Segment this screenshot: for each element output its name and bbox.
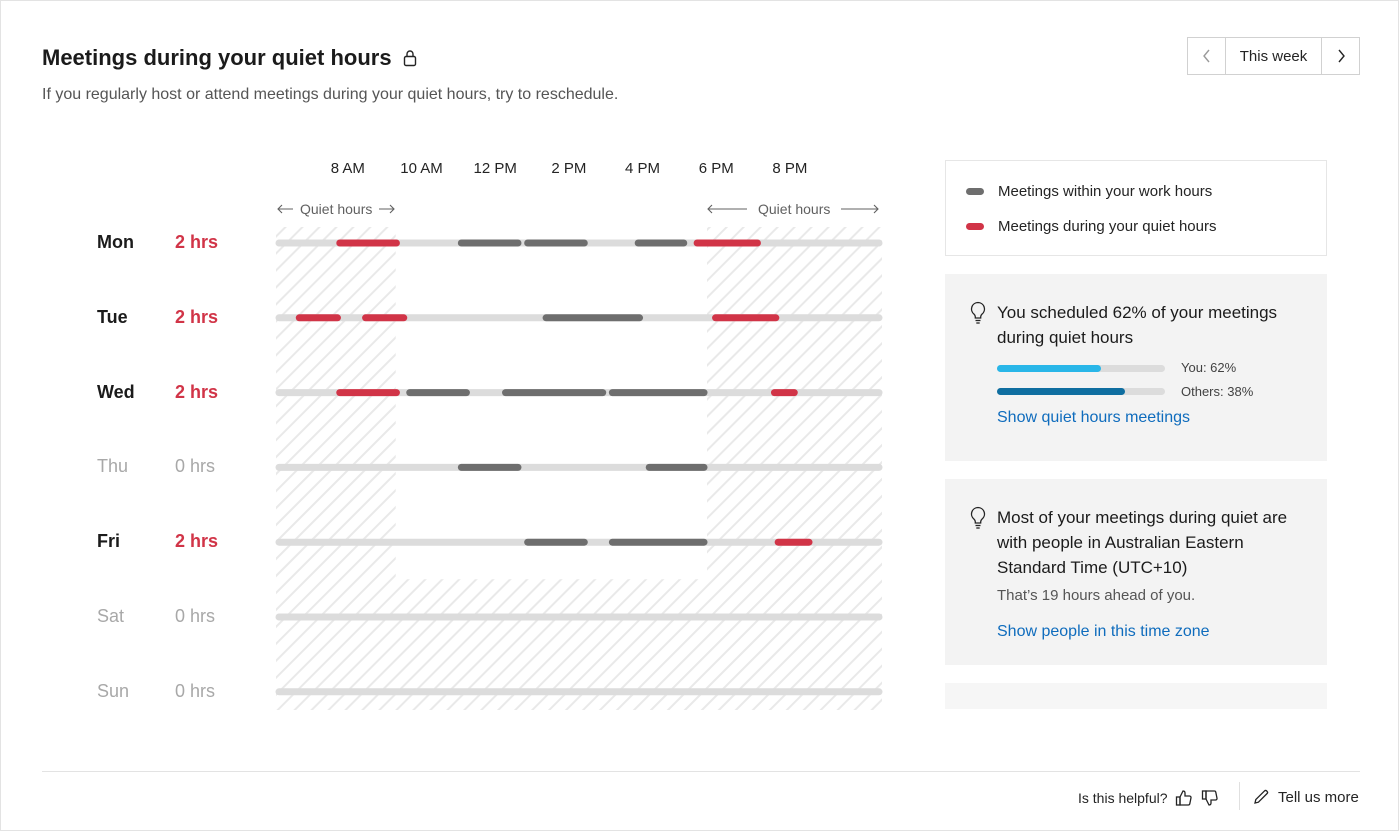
you-progress-bar [997, 365, 1165, 372]
arrow-right-icon [378, 204, 396, 214]
legend-swatch-quiet [966, 223, 984, 230]
legend-label-quiet: Meetings during your quiet hours [998, 218, 1217, 235]
show-people-in-time-zone-link[interactable]: Show people in this time zone [997, 623, 1210, 640]
legend-label-work: Meetings within your work hours [998, 183, 1213, 200]
arrow-left-icon [276, 204, 294, 214]
pencil-icon [1252, 788, 1270, 806]
time-tick-label: 6 PM [698, 160, 734, 177]
time-tick-label: 2 PM [551, 160, 587, 177]
thumbs-up-icon[interactable] [1174, 788, 1194, 808]
day-hours-thu: 0 hrs [175, 456, 216, 477]
page-subtitle: If you regularly host or attend meetings during your quiet hours, try to reschedule. [42, 86, 619, 103]
day-hours-sun: 0 hrs [175, 680, 216, 701]
thumbs-down-icon[interactable] [1200, 788, 1220, 808]
time-tick-label: 8 AM [330, 160, 365, 177]
feedback-group [1078, 788, 1220, 808]
day-hours-tue: 2 hrs [175, 306, 219, 327]
footer-separator [1239, 782, 1240, 810]
day-label-fri: Fri [97, 531, 121, 552]
day-hours-sat: 0 hrs [175, 606, 216, 626]
time-tick-label: 4 PM [625, 160, 661, 177]
quiet-hours-text: Quiet hours [300, 201, 373, 217]
lightbulb-icon [969, 506, 987, 530]
tell-us-more-button[interactable] [1252, 788, 1359, 806]
arrow-right-icon [840, 204, 880, 214]
quiet-hours-morning-label [276, 201, 396, 217]
insight-card-placeholder [945, 683, 1327, 709]
day-label-tue: Tue [97, 306, 128, 327]
quiet-hours-evening-label [706, 201, 880, 217]
day-hours-wed: 2 hrs [175, 381, 219, 402]
day-label-sun: Sun [97, 680, 130, 701]
day-label-sat: Sat [97, 606, 125, 626]
tell-us-more-label: Tell us more [1278, 788, 1359, 806]
arrow-left-icon [706, 204, 748, 214]
legend-item-quiet [966, 218, 1216, 235]
you-progress-fill [997, 365, 1101, 372]
work-hours-region [396, 225, 707, 579]
insight-card-timezone [945, 479, 1327, 665]
insight-card-percentage [945, 274, 1327, 461]
show-quiet-hours-meetings-link[interactable]: Show quiet hours meetings [997, 409, 1190, 426]
day-hours-fri: 2 hrs [175, 531, 219, 552]
helpful-label: Is this helpful? [1078, 790, 1168, 806]
others-progress-bar [997, 388, 1165, 395]
day-label-wed: Wed [97, 381, 135, 402]
chart-legend [945, 160, 1327, 256]
others-percentage-label: Others: 38% [1181, 384, 1254, 399]
quiet-hours-text: Quiet hours [758, 201, 831, 217]
insight-headline-percentage: You scheduled 62% of your meetings during quiet hours [997, 303, 1278, 347]
legend-swatch-work [966, 188, 984, 195]
others-progress-fill [997, 388, 1125, 395]
week-label[interactable]: This week [1239, 47, 1308, 65]
day-label-mon: Mon [97, 232, 134, 252]
legend-item-work [966, 183, 1212, 200]
time-tick-label: 10 AM [400, 160, 443, 177]
insight-headline-timezone: Most of your meetings during quiet are with people in Australian Eastern Standard Time (UTC+10) [997, 508, 1288, 577]
footer-divider [42, 771, 1360, 772]
time-tick-label: 12 PM [473, 160, 517, 177]
day-hours-mon: 2 hrs [175, 232, 219, 252]
insight-sub-timezone: That’s 19 hours ahead of you. [997, 587, 1196, 604]
page-title-text: Meetings during your quiet hours [42, 45, 392, 70]
time-tick-label: 8 PM [772, 160, 808, 177]
you-percentage-label: You: 62% [1181, 360, 1237, 375]
lightbulb-icon [969, 301, 987, 325]
day-label-thu: Thu [97, 456, 129, 477]
